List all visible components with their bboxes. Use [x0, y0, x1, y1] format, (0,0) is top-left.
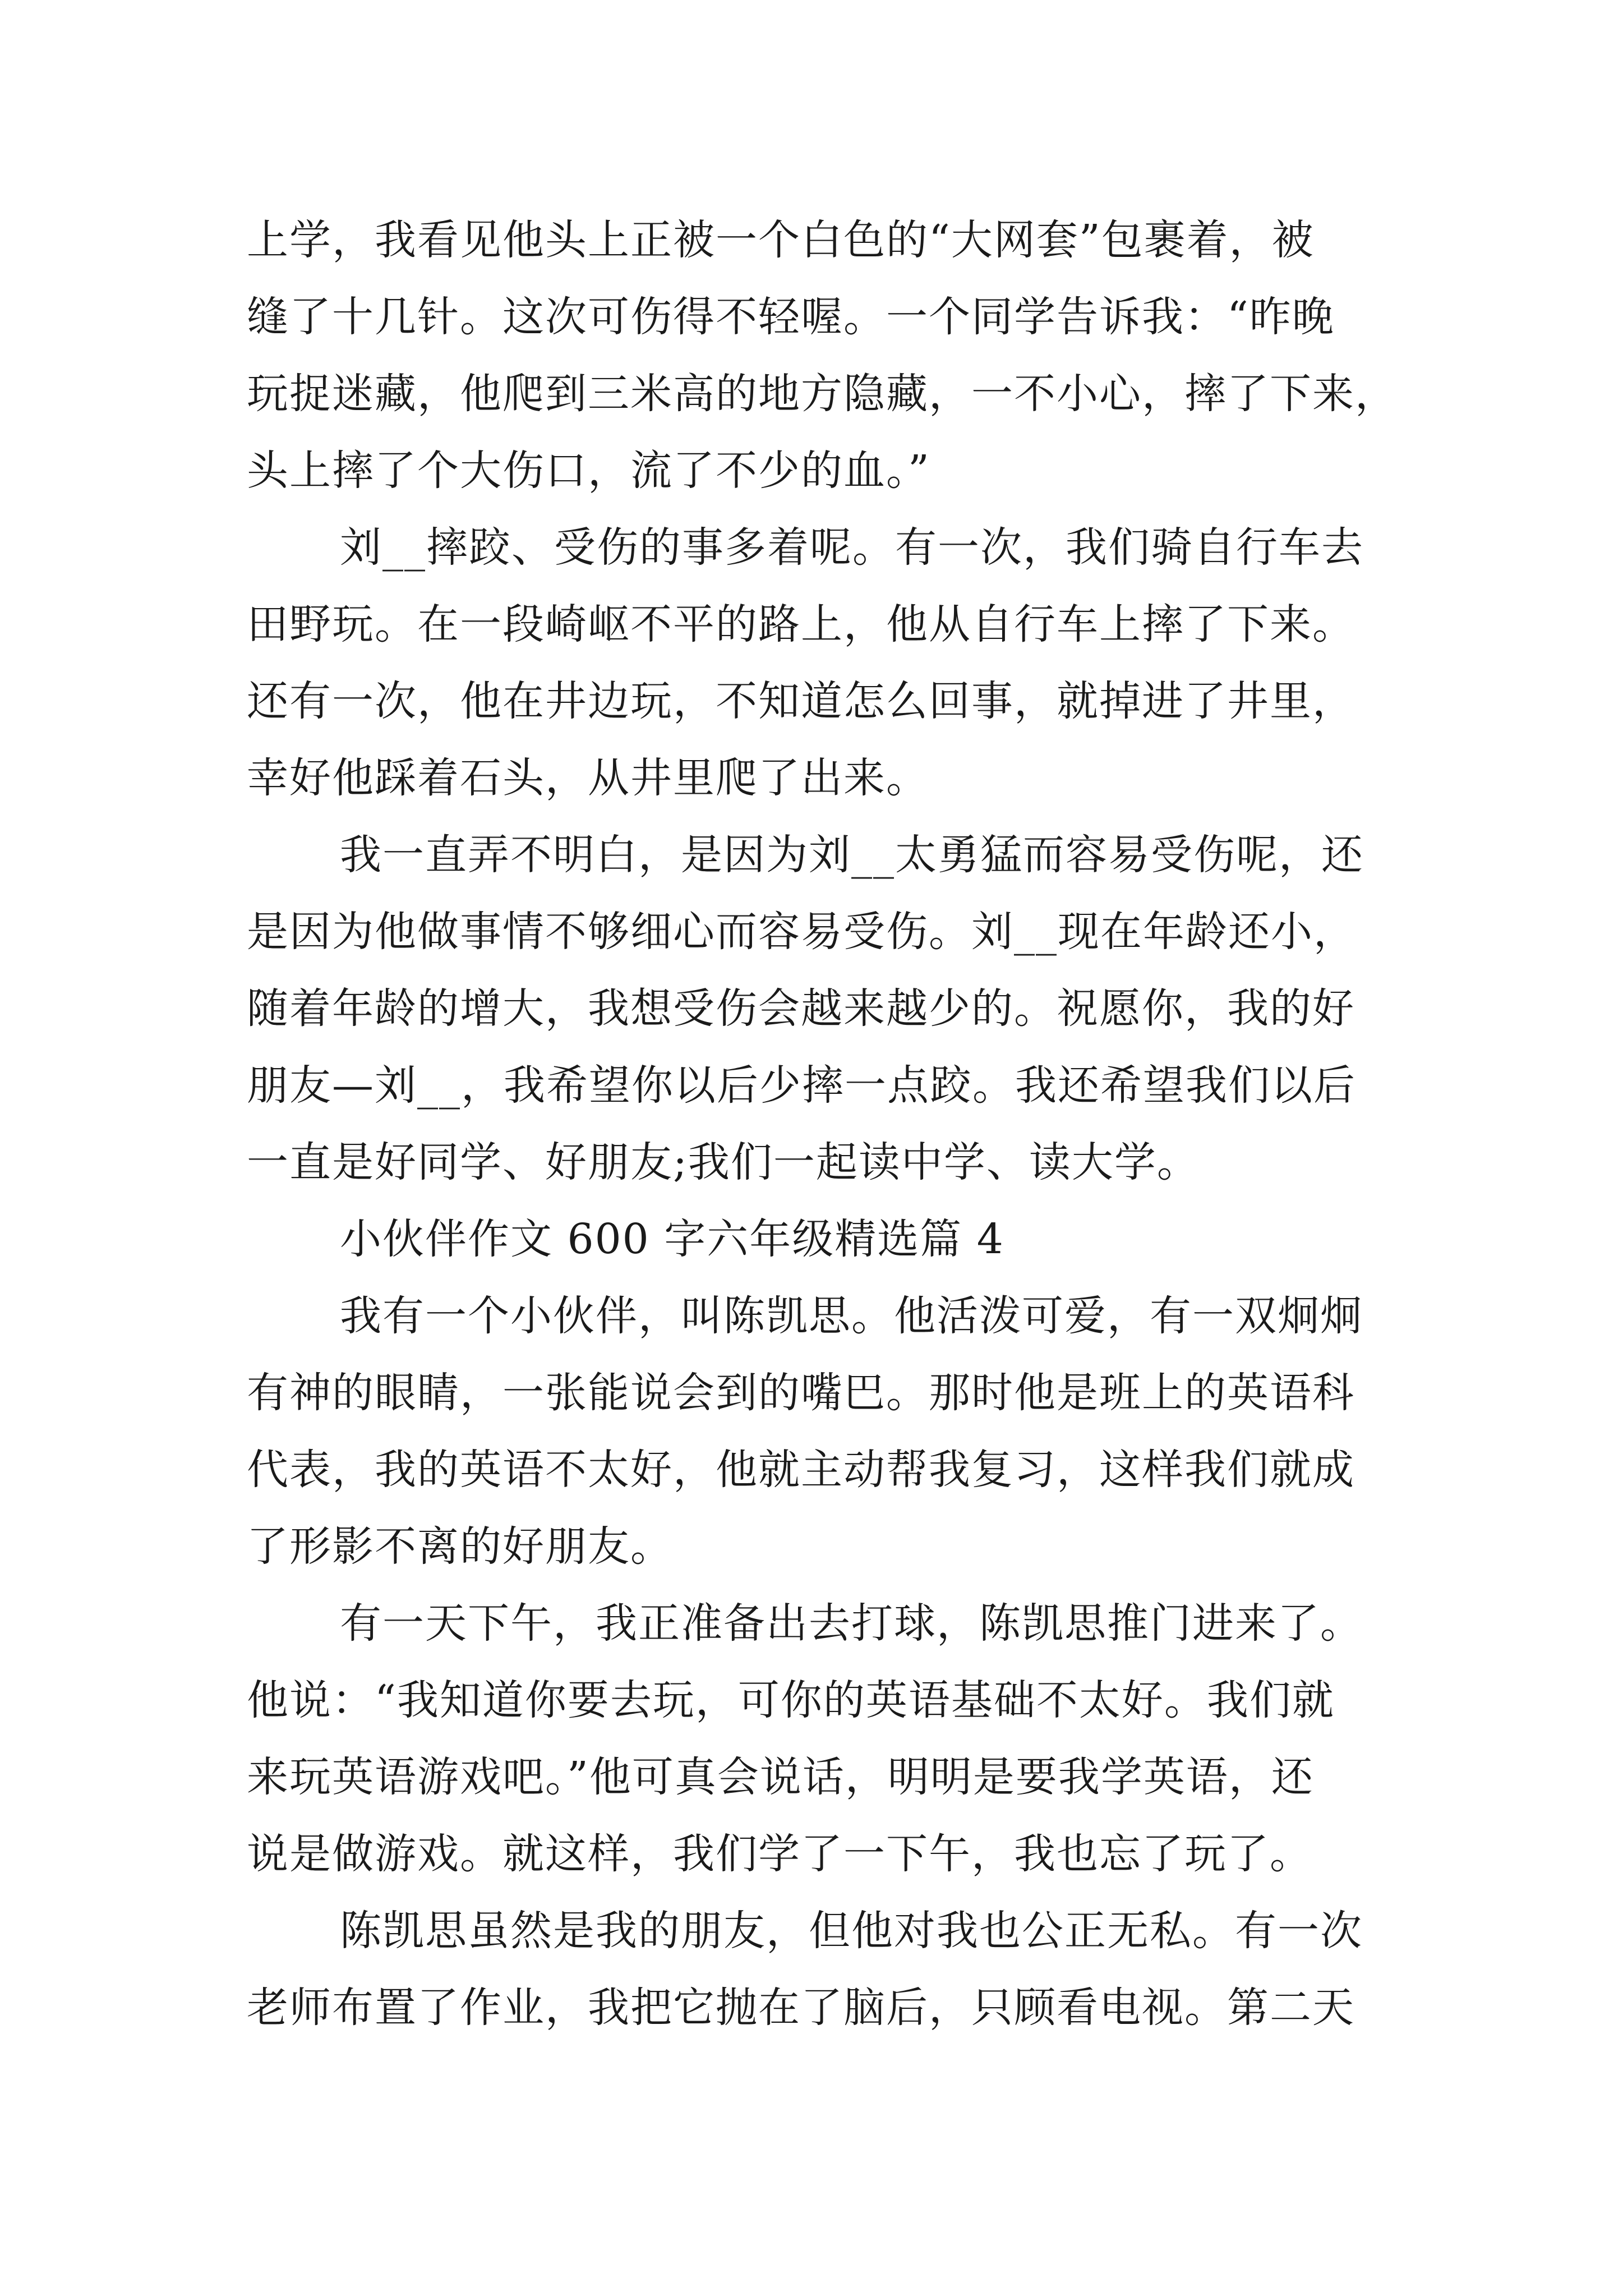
text-line: 老师布置了作业，我把它抛在了脑后，只顾看电视。第二天: [247, 1984, 1355, 2032]
text-line: 陈凯思虽然是我的朋友，但他对我也公正无私。有一次: [340, 1907, 1363, 1955]
text-line: 上学，我看见他头上正被一个白色的“大网套”包裹着，被: [247, 216, 1315, 264]
text-line: 朋友—刘__，我希望你以后少摔一点跤。我还希望我们以后: [247, 1061, 1356, 1110]
text-line: 是因为他做事情不够细心而容易受伤。刘__现在年龄还小，: [247, 908, 1356, 956]
text-line: 玩捉迷藏，他爬到三米高的地方隐藏，一不小心，摔了下来，: [247, 370, 1398, 418]
text-line: 头上摔了个大伤口，流了不少的血。”: [247, 447, 930, 495]
text-line: 有神的眼睛，一张能说会到的嘴巴。那时他是班上的英语科: [247, 1369, 1355, 1417]
text-line: 代表，我的英语不太好，他就主动帮我复习，这样我们就成: [247, 1446, 1355, 1494]
text-line: 刘__摔跤、受伤的事多着呢。有一次，我们骑自行车去: [340, 523, 1364, 572]
text-line: 幸好他踩着石头，从井里爬了出来。: [247, 754, 929, 802]
text-line: 他说：“我知道你要去玩，可你的英语基础不太好。我们就: [247, 1676, 1335, 1724]
text-line: 缝了十几针。这次可伤得不轻喔。一个同学告诉我：“昨晚: [247, 293, 1335, 341]
text-line: 小伙伴作文 600 字六年级精选篇 4: [340, 1215, 1004, 1263]
text-line: 还有一次，他在井边玩，不知道怎么回事，就掉进了井里，: [247, 677, 1355, 725]
text-line: 来玩英语游戏吧。”他可真会说话，明明是要我学英语，还: [247, 1753, 1314, 1801]
text-line: 了形影不离的好朋友。: [247, 1522, 673, 1571]
text-line: 田野玩。在一段崎岖不平的路上，他从自行车上摔了下来。: [247, 600, 1355, 648]
text-line: 我一直弄不明白，是因为刘__太勇猛而容易受伤呢，还: [340, 831, 1364, 879]
text-line: 一直是好同学、好朋友;我们一起读中学、读大学。: [247, 1138, 1200, 1186]
text-line: 随着年龄的增大，我想受伤会越来越少的。祝愿你，我的好: [247, 984, 1355, 1033]
text-line: 有一天下午，我正准备出去打球，陈凯思推门进来了。: [340, 1599, 1363, 1648]
document-page: [247, 202, 1398, 2046]
text-line: 说是做游戏。就这样，我们学了一下午，我也忘了玩了。: [247, 1830, 1312, 1878]
text-line: 我有一个小伙伴，叫陈凯思。他活泼可爱，有一双炯炯: [340, 1292, 1363, 1340]
